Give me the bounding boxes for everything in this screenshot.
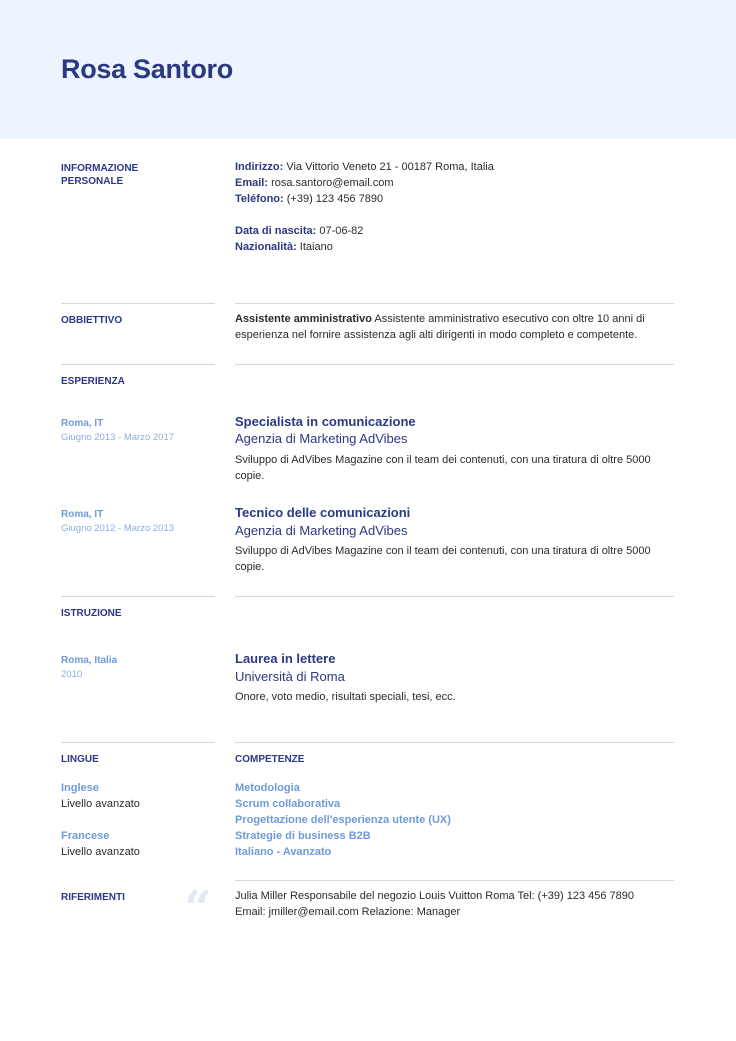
language-name: Francese [61, 830, 110, 842]
education-year: 2010 [61, 669, 83, 680]
section-label-languages: LINGUE [61, 754, 99, 765]
birth-row [235, 223, 363, 239]
objective-body: Assistente amministrativo esecutivo con oltre 10 anni di esperienza nel fornire assistenza agli alti dirigenti in modo completo e competente. [235, 313, 645, 341]
divider [235, 303, 674, 304]
address-row [235, 159, 494, 175]
section-label-references: RIFERIMENTI [61, 892, 125, 903]
divider [235, 364, 674, 365]
field-label: Data di nascita: [235, 225, 317, 237]
phone-row [235, 191, 383, 207]
section-label-line: INFORMAZIONE [61, 163, 139, 174]
section-label-experience: ESPERIENZA [61, 376, 125, 387]
job-location: Roma, IT [61, 418, 104, 429]
divider [235, 880, 674, 881]
reference-line: Julia Miller Responsabile del negozio Louis Vuitton Roma Tel: (+39) 123 456 7890 [235, 890, 634, 902]
field-label: Email: [235, 177, 269, 189]
field-label: Teléfono: [235, 193, 284, 205]
divider [61, 303, 215, 304]
job-dates: Giugno 2012 - Marzo 2013 [61, 523, 175, 534]
education-location: Roma, Italia [61, 655, 118, 666]
language-level: Livello avanzato [61, 798, 140, 810]
education-degree: Laurea in lettere [235, 651, 336, 666]
candidate-name: Rosa Santoro [61, 54, 233, 84]
email-row [235, 175, 394, 191]
nationality-row [235, 239, 333, 255]
skill-item: Strategie di business B2B [235, 830, 371, 842]
objective-text [235, 311, 675, 343]
skill-item: Italiano - Avanzato [235, 846, 332, 858]
divider [61, 742, 215, 743]
job-location: Roma, IT [61, 509, 104, 520]
job-organization: Agenzia di Marketing AdVibes [235, 523, 408, 538]
section-label-skills: COMPETENZE [235, 754, 305, 765]
job-title: Specialista in comunicazione [235, 414, 416, 429]
job-description: Sviluppo di AdVibes Magazine con il team dei contenuti, con una tiratura di oltre 5000 copie. [235, 545, 651, 573]
email-value: rosa.santoro@email.com [271, 177, 394, 189]
job-description: Sviluppo di AdVibes Magazine con il team dei contenuti, con una tiratura di oltre 5000 copie. [235, 454, 651, 482]
language-level: Livello avanzato [61, 846, 140, 858]
divider [61, 596, 215, 597]
field-label: Nazionalità: [235, 241, 297, 253]
skill-item: Progettazione dell'esperienza utente (UX) [235, 814, 451, 826]
reference-line: Email: jmiller@email.com Relazione: Manager [235, 906, 461, 918]
address-value: Via Vittorio Veneto 21 - 00187 Roma, Italia [286, 161, 494, 173]
education-school: Università di Roma [235, 669, 345, 684]
job-organization: Agenzia di Marketing AdVibes [235, 431, 408, 446]
divider [235, 596, 674, 597]
field-label: Indirizzo: [235, 161, 284, 173]
nationality-value: Itaiano [299, 241, 333, 253]
language-name: Inglese [61, 782, 99, 794]
divider [61, 364, 215, 365]
section-label-objective: OBBIETTIVO [61, 315, 123, 326]
section-label-personal [61, 162, 138, 188]
objective-lead: Assistente amministrativo [235, 313, 372, 325]
divider [235, 742, 674, 743]
phone-value: (+39) 123 456 7890 [286, 193, 384, 205]
section-label-line: PERSONALE [61, 176, 124, 187]
skill-item: Scrum collaborativa [235, 798, 341, 810]
skill-item: Metodologia [235, 782, 300, 794]
section-label-education: ISTRUZIONE [61, 608, 122, 619]
job-title: Tecnico delle comunicazioni [235, 505, 411, 520]
education-description: Onore, voto medio, risultati speciali, tesi, ecc. [235, 691, 456, 703]
job-dates: Giugno 2013 - Marzo 2017 [61, 432, 175, 443]
birth-value: 07-06-82 [319, 225, 364, 237]
quote-icon: “ [184, 881, 212, 937]
